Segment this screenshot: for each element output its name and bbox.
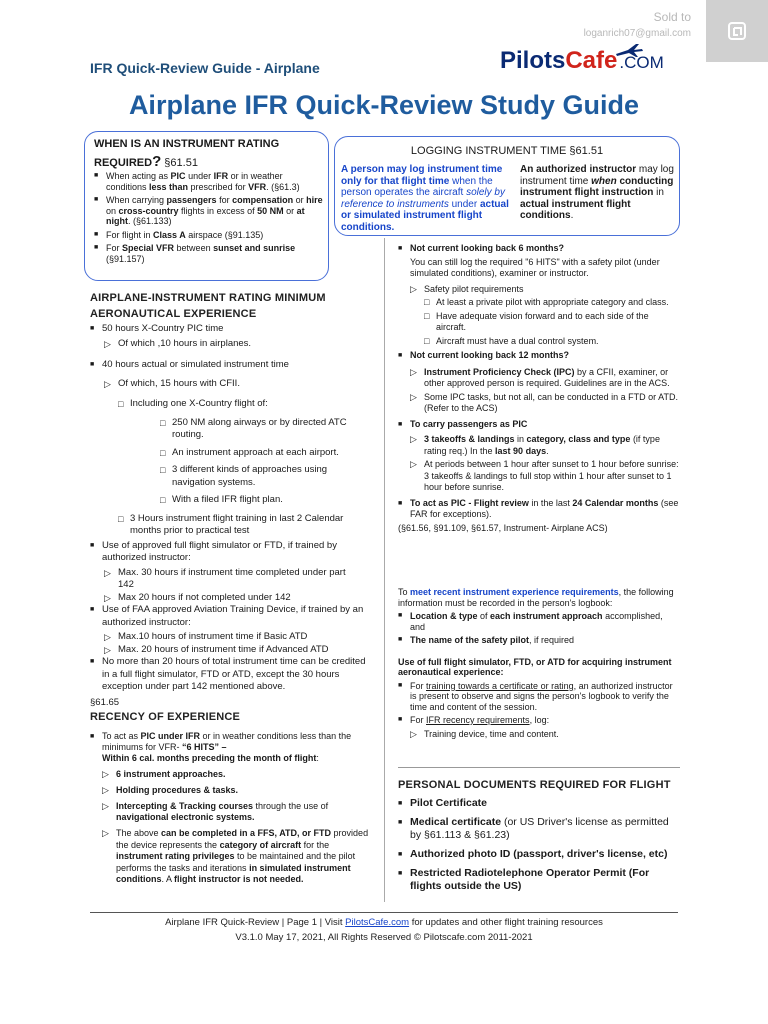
logging-instrument-time-heading: LOGGING INSTRUMENT TIME §61.51 — [410, 145, 604, 157]
list-item: ■ 40 hours actual or simulated instrument time — [90, 359, 375, 372]
list-item: ■ When carrying passengers for compensation or hire on cross-country flights in excess of 50 NM or at night. (§61.133) — [94, 195, 324, 227]
list-item: ■ To act as PIC under IFR or in weather conditions less than the minimums for VFR- “6 HITS” – — [90, 731, 370, 753]
footer-line-1: Airplane IFR Quick-Review | Page 1 | Visit PilotsCafe.com for updates and other flight training resources — [165, 917, 603, 928]
list-item: ▷ Max.10 hours of instrument time if Basic ATD — [104, 631, 375, 644]
list-item: □ At least a private pilot with appropriate category and class. — [424, 297, 680, 309]
list-item: □ 3 Hours instrument flight training in last 2 Calendar months prior to practical test — [118, 513, 368, 538]
list-item: ▷ Intercepting & Tracking courses through the use of navigational electronic systems. — [102, 801, 370, 823]
list-item: ■ No more than 20 hours of total instrument time can be credited in a full flight simulator, FTD or ATD, except the 30 hours exception under part 142 mentioned above. — [90, 656, 375, 694]
list-item: ▷ Max. 30 hours if instrument time completed under part 142 — [104, 567, 354, 592]
list-item: To meet recent instrument experience requirements, the following information must be recorded in the person's logbook: — [398, 587, 674, 608]
logo-part-pilots: Pilots — [500, 47, 566, 74]
list-item: Within 6 cal. months preceding the month of flight: — [102, 753, 319, 763]
list-item: ■ For Special VFR between sunset and sunrise (§91.157) — [94, 243, 324, 264]
list-item: ■ When acting as PIC under IFR or in weather conditions less than prescribed for VFR. (§61.3) — [94, 171, 324, 192]
list-item: □ Have adequate vision forward and to each side of the aircraft. — [424, 311, 680, 334]
list-item: ■ To act as PIC - Flight review in the last 24 Calendar months (see FAR for exceptions). — [398, 498, 680, 521]
list-item: □ 3 different kinds of approaches using navigation systems. — [160, 464, 360, 489]
list-item: ■ Use of FAA approved Aviation Training Device, if trained by an authorized instructor: — [90, 604, 375, 629]
list-item: □ 250 NM along airways or by directed ATC routing. — [160, 417, 360, 442]
list-item: ■ Not current looking back 6 months? — [398, 243, 680, 255]
list-item: ■ For IFR recency requirements, log: — [398, 715, 680, 726]
list-item: ■ For flight in Class A airspace (§91.135) — [94, 230, 324, 241]
list-item: ■ For training towards a certificate or rating, an authorized instructor is present to observe and signs the person's logbook to verify the time and content of the session. — [398, 681, 680, 713]
list-item: □ Including one X-Country flight of: — [118, 398, 375, 411]
list-item: ■ The name of the safety pilot, if required — [398, 635, 680, 646]
list-item: ■ To carry passengers as PIC — [398, 419, 680, 431]
list-item: ▷ Instrument Proficiency Check (IPC) by a CFII, examiner, or other approved person is required. Guidelines are in the ACS. — [410, 367, 680, 390]
list-item: ■ 50 hours X-Country PIC time — [90, 323, 375, 336]
share-icon — [726, 20, 748, 42]
list-item: □ Aircraft must have a dual control system. — [424, 336, 680, 348]
recency-section — [90, 731, 370, 886]
list-item: ▷ Of which, 15 hours with CFII. — [104, 378, 375, 391]
recent-experience-logging — [398, 587, 680, 739]
list-item: ■ Not current looking back 12 months? — [398, 350, 680, 362]
list-item: ■ Authorized photo ID (passport, driver's license, etc) — [398, 848, 680, 861]
list-item: ■ Restricted Radiotelephone Operator Permit (For flights outside the US) — [398, 867, 680, 893]
list-item: ▷ Training device, time and content. — [410, 729, 680, 740]
personal-documents-heading: PERSONAL DOCUMENTS REQUIRED FOR FLIGHT — [398, 779, 671, 791]
airplane-icon — [614, 42, 644, 58]
list-item: □ With a filed IFR flight plan. — [160, 494, 375, 507]
footer-divider — [90, 912, 678, 913]
list-item: □ An instrument approach at each airport. — [160, 447, 375, 460]
buyer-email: loganrich07@gmail.com — [583, 28, 691, 39]
reference-text: (§61.56, §91.109, §61.57, Instrument- Airplane ACS) — [398, 522, 608, 533]
simulator-use-heading: Use of full flight simulator, FTD, or ATD for acquiring instrument aeronautical experience: — [398, 656, 672, 677]
list-item: ▷ 3 takeoffs & landings in category, class and type (if type rating req.) In the last 90 days. — [410, 434, 680, 457]
footer-line-2: V3.1.0 May 17, 2021, All Rights Reserved © Pilotscafe.com 2011-2021 — [235, 932, 533, 943]
list-item: ■ Use of approved full flight simulator or FTD, if trained by authorized instructor: — [90, 540, 375, 565]
list-item: ▷ At periods between 1 hour after sunset to 1 hour before sunrise: 3 takeoffs & landings to full stop within 1 hour after sunset to 1 hour before sunrise. — [410, 459, 680, 494]
instrument-rating-required-list — [94, 171, 324, 264]
page-title: Airplane IFR Quick-Review Study Guide — [128, 90, 640, 120]
personal-documents-list — [398, 797, 680, 893]
list-item: ▷ Safety pilot requirements — [410, 284, 680, 296]
list-item: ■ Medical certificate (or US Driver's license as permitted by §61.113 & §61.23) — [398, 816, 680, 842]
sold-to-label: Sold to — [653, 10, 691, 24]
recency-heading: RECENCY OF EXPERIENCE — [90, 711, 241, 723]
logo-part-com: .COM — [619, 53, 664, 72]
aeronautical-experience-section — [90, 323, 375, 709]
list-item: ■ Location & type of each instrument approach accomplished, and — [398, 611, 680, 632]
guide-subtitle: IFR Quick-Review Guide - Airplane — [90, 60, 320, 76]
currency-section — [398, 243, 680, 534]
list-item: ■ Pilot Certificate — [398, 797, 680, 810]
logging-right-text: An authorized instructor may log instrument time when conducting instrument flight instruction in actual instrument flight conditions. — [520, 164, 674, 221]
list-item: ▷ The above can be completed in a FFS, ATD, or FTD provided the device represents the category of aircraft for the instrument rating privileges to be maintained and the pilot performs the tasks and iterations in simulated instrument conditions. A flight instructor is not needed. — [102, 828, 370, 886]
section-divider — [398, 767, 680, 768]
list-item: You can still log the required "6 HITS" with a safety pilot (under simulated conditions), examiner or instructor. — [410, 256, 660, 278]
aeronautical-experience-heading: AIRPLANE-INSTRUMENT RATING MINIMUM AERONAUTICAL EXPERIENCE — [90, 292, 326, 320]
reference-text: §61.65 — [90, 696, 120, 708]
pilotscafe-link[interactable]: PilotsCafe.com — [345, 917, 410, 928]
list-item: ▷ Max. 20 hours of instrument time if Advanced ATD — [104, 644, 375, 657]
list-item: ▷ 6 instrument approaches. — [102, 769, 370, 780]
list-item: ▷ Max 20 hours if not completed under 142 — [104, 592, 375, 605]
logging-left-text: A person may log instrument time only for that flight time when the person operates the aircraft solely by reference to instruments under actual or simulated instrument flight conditions. — [341, 164, 509, 233]
column-divider — [384, 238, 385, 902]
list-item: ▷ Some IPC tasks, but not all, can be conducted in a FTD or ATD. (Refer to the ACS) — [410, 392, 680, 415]
logo-part-cafe: Cafe — [565, 47, 618, 74]
list-item: ▷ Holding procedures & tasks. — [102, 785, 370, 796]
instrument-rating-required-heading: WHEN IS AN INSTRUMENT RATING REQUIRED? §61.51 — [94, 138, 280, 170]
share-button[interactable] — [706, 0, 768, 62]
list-item: ▷ Of which ,10 hours in airplanes. — [104, 338, 375, 351]
